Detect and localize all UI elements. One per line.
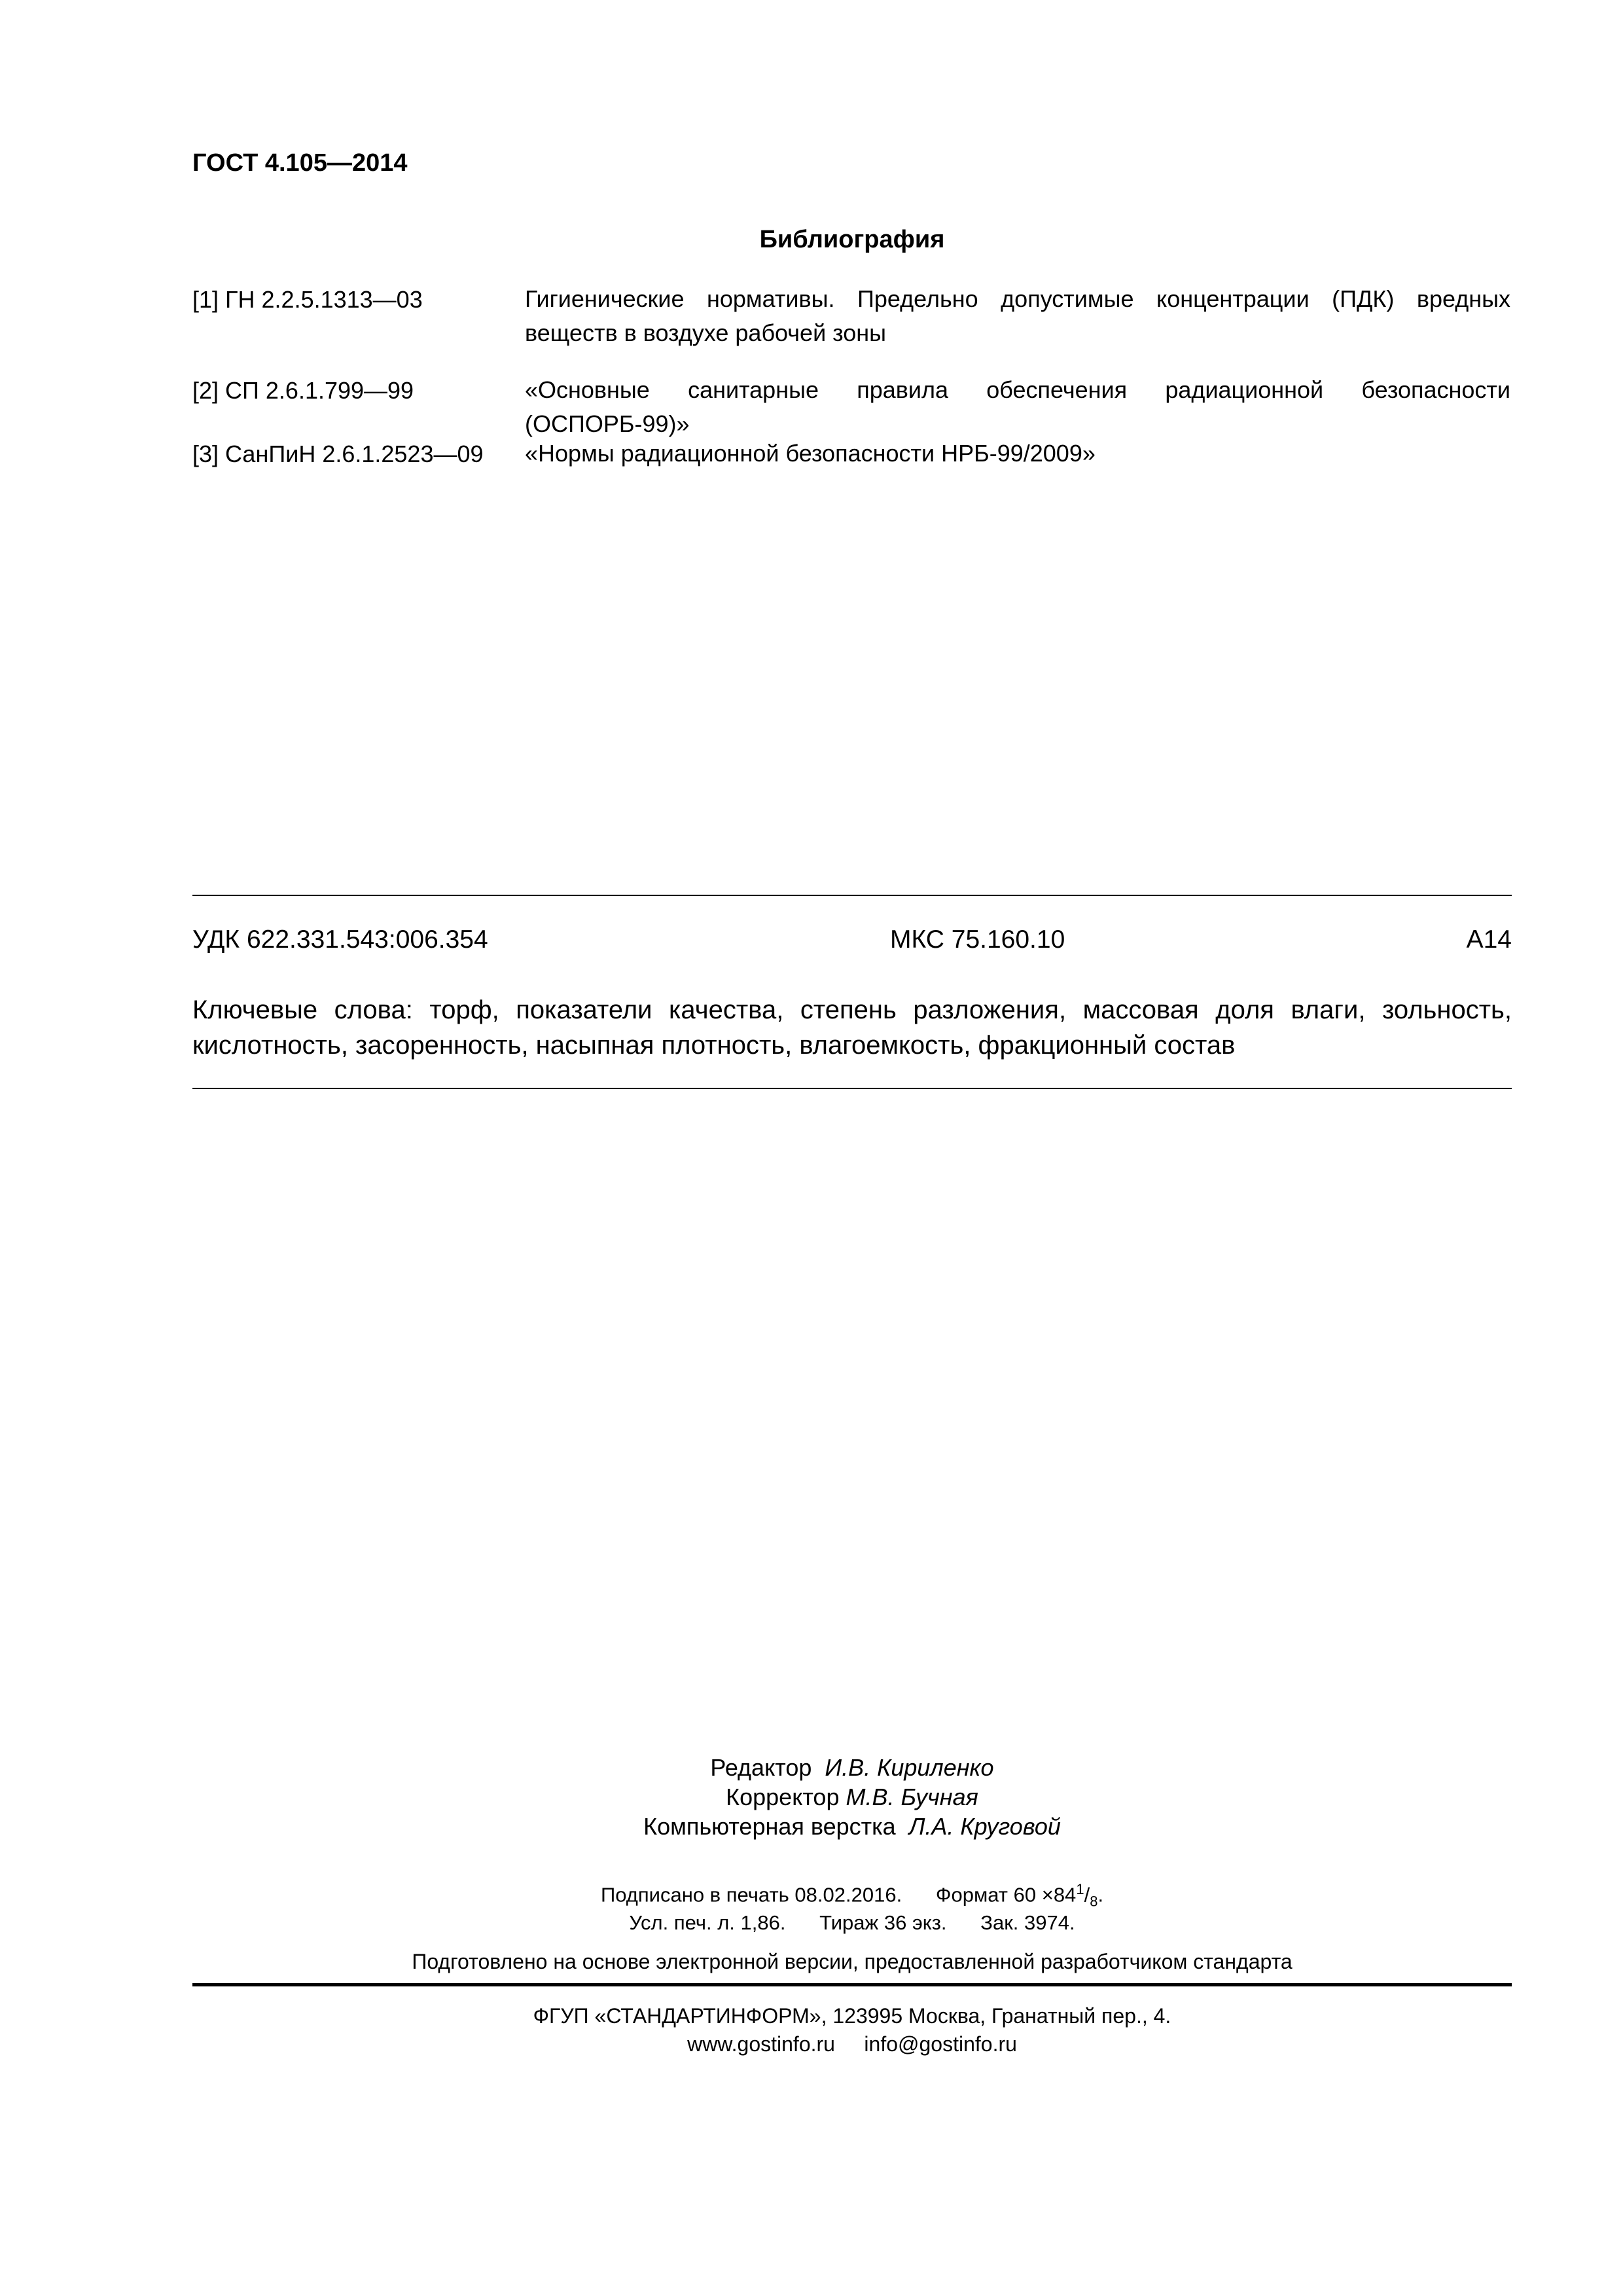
bibliography-text-1: Гигиенические нормативы. Предельно допустимые концентрации (ПДК) вредных веществ в воздухе рабочей зоны — [525, 285, 1510, 346]
divider-bottom — [192, 1983, 1512, 1986]
publisher-address: ФГУП «СТАНДАРТИНФОРМ», 123995 Москва, Гранатный пер., 4. — [533, 2004, 1171, 2028]
corrector-name: М.В. Бучная — [846, 1784, 978, 1810]
keywords — [192, 992, 1512, 1063]
divider-middle — [192, 1088, 1512, 1089]
print-copies: Тираж 36 экз. — [819, 1911, 947, 1934]
publisher-contacts — [192, 2032, 1512, 2056]
udk-code: УДК 622.331.543:006.354 — [192, 925, 488, 954]
mks-code: МКС 75.160.10 — [890, 925, 1065, 954]
layout-label: Компьютерная верстка — [643, 1813, 896, 1840]
format-end: . — [1097, 1883, 1104, 1907]
editor-line — [192, 1754, 1512, 1782]
print-info-line-1: Подписано в печать 08.02.2016. Формат $60 \times 84^1/_8$. — [600, 1881, 1104, 1910]
prepared-note: Подготовлено на основе электронной версии, предоставленной разработчиком стандарта — [412, 1950, 1293, 1973]
keywords-line-1: Ключевые слова: торф, показатели качества, степень разложения, массовая доля влаги, зольность, — [192, 996, 1512, 1024]
document-code: ГОСТ 4.105—2014 — [192, 149, 408, 177]
print-order: Зак. 3974. — [980, 1911, 1075, 1934]
group-code: А14 — [1466, 925, 1512, 954]
format-label: Формат 60 ×84 — [935, 1883, 1077, 1907]
editor-name: И.В. Кириленко — [825, 1754, 994, 1781]
format-sup: 1 — [1076, 1881, 1084, 1897]
corrector-label: Корректор — [726, 1784, 840, 1810]
bibliography-text-3: «Нормы радиационной безопасности НРБ-99/2009» — [525, 440, 1096, 467]
print-pages: Усл. печ. л. 1,86. — [629, 1911, 786, 1934]
publisher-email[interactable]: info@gostinfo.ru — [864, 2032, 1017, 2056]
editor-label: Редактор — [710, 1754, 812, 1781]
keywords-line-2: кислотность, засоренность, насыпная плотность, влагоемкость, фракционный состав — [192, 1031, 1236, 1060]
corrector-line — [192, 1784, 1512, 1811]
bibliography-title: Библиография — [759, 226, 945, 253]
divider-top — [192, 895, 1512, 896]
layout-line — [192, 1813, 1512, 1840]
bibliography-ref-1: [1] ГН 2.2.5.1313—03 — [192, 286, 423, 313]
print-info-line-2 — [192, 1911, 1512, 1935]
signed-date: Подписано в печать 08.02.2016. — [600, 1883, 902, 1907]
publisher-website[interactable]: www.gostinfo.ru — [687, 2032, 835, 2056]
bibliography-ref-3: [3] СанПиН 2.6.1.2523—09 — [192, 440, 484, 467]
layout-name: Л.А. Круговой — [908, 1813, 1061, 1840]
format-sub: 8 — [1090, 1893, 1098, 1910]
bibliography-text-2: «Основные санитарные правила обеспечения радиационной безопасности (ОСПОРБ-99)» — [525, 376, 1510, 437]
bibliography-ref-2: [2] СП 2.6.1.799—99 — [192, 377, 414, 404]
